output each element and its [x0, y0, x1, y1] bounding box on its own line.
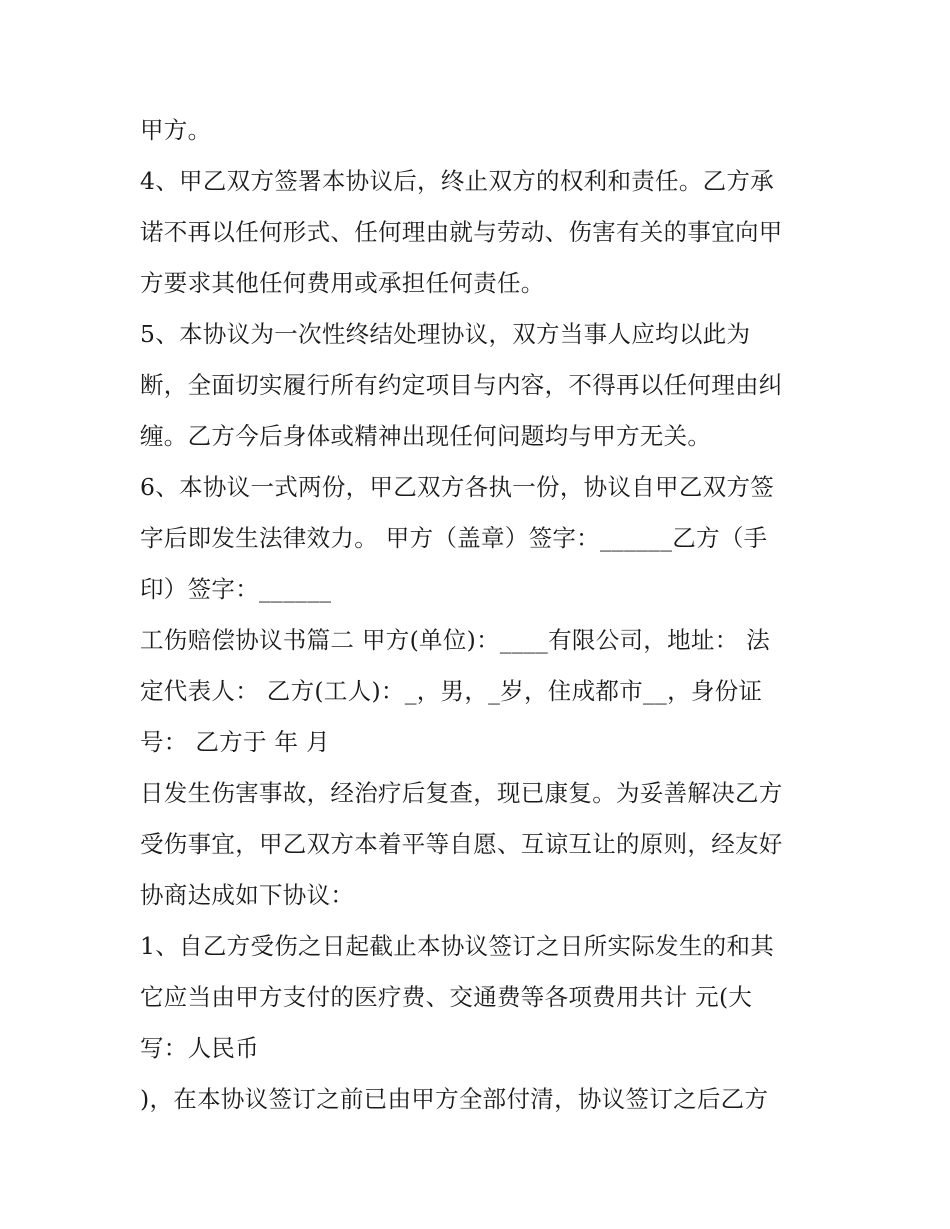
text-line: 协商达成如下协议： [140, 881, 355, 909]
text-line: 6、本协议一式两份，甲乙双方各执一份，协议自甲乙双方签 [140, 473, 775, 501]
text-line: 断，全面切实履行所有约定项目与内容，不得再以任何理由纠 [140, 371, 783, 399]
text-line: 受伤事宜，甲乙双方本着平等自愿、互谅互让的原则，经友好 [140, 830, 783, 858]
text-line: 甲方。 [140, 116, 212, 144]
text-line: 日发生伤害事故，经治疗后复查，现已康复。为妥善解决乙方 [140, 779, 783, 807]
text-line: 诺不再以任何形式、任何理由就与劳动、伤害有关的事宜向甲 [140, 218, 783, 246]
document-body [140, 105, 820, 1125]
text-line: 印）签字：______ [140, 575, 332, 603]
text-line: 方要求其他任何费用或承担任何责任。 [140, 269, 545, 297]
text-line: 号： 乙方于 年 月 [140, 728, 330, 756]
text-line: 写：人民币 [140, 1034, 259, 1062]
text-line: )，在本协议签订之前已由甲方全部付清，协议签订之后乙方 [140, 1085, 769, 1113]
text-line: 工伤赔偿协议书篇二 甲方(单位)：____有限公司，地址： 法 [140, 626, 771, 654]
text-line: 5、本协议为一次性终结处理协议，双方当事人应均以此为 [140, 320, 751, 348]
text-line: 字后即发生法律效力。 甲方（盖章）签字：______乙方（手 [140, 524, 768, 552]
text-line: 1、自乙方受伤之日起截止本协议签订之日所实际发生的和其 [140, 932, 775, 960]
text-line: 4、甲乙双方签署本协议后，终止双方的权利和责任。乙方承 [140, 167, 775, 195]
text-line: 它应当由甲方支付的医疗费、交通费等各项费用共计 元(大 [140, 983, 753, 1011]
text-line: 缠。乙方今后身体或精神出现任何问题均与甲方无关。 [140, 422, 712, 450]
text-line: 定代表人： 乙方(工人)：_，男，_岁，住成都市__，身份证 [140, 677, 763, 705]
